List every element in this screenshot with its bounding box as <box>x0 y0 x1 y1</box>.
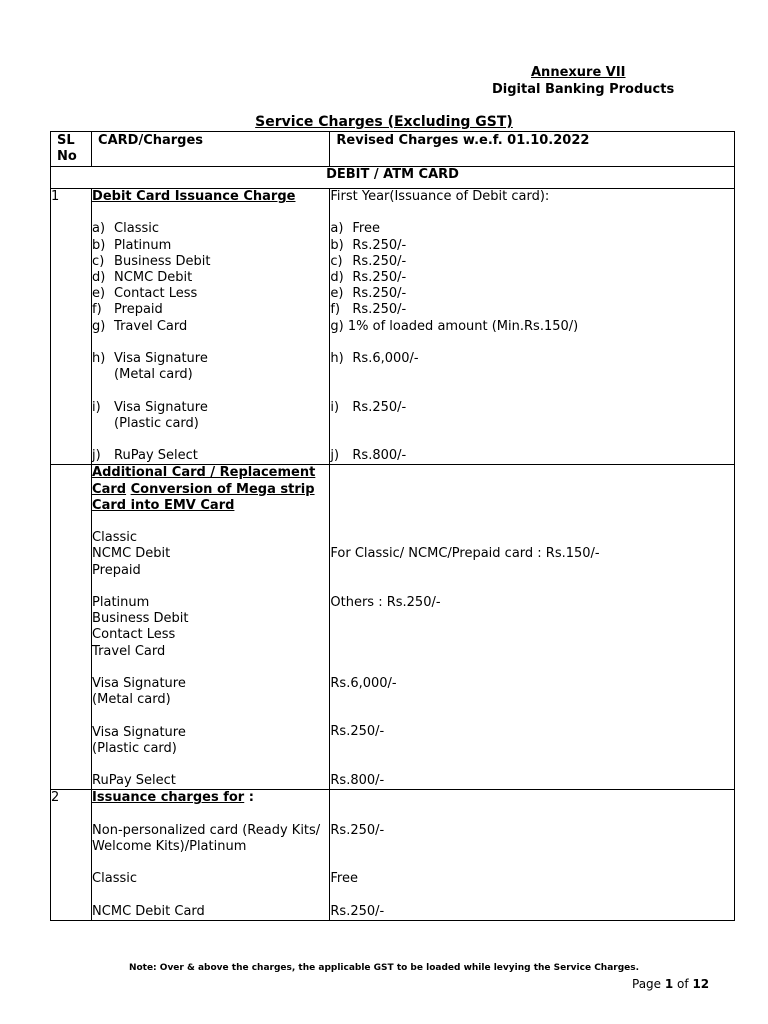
list-item: f) Prepaid <box>92 302 163 318</box>
charge-item: Rs.250/- <box>330 903 385 919</box>
charge-item: Rs.6,000/- <box>330 675 397 691</box>
list-item: Prepaid <box>92 562 141 578</box>
annexure-label: Annexure VII <box>531 65 626 80</box>
row-card-cell: Issuance charges for : Non-personalized card (Ready Kits/ Welcome Kits)/Platinum Classic NCMC Debit Card <box>92 790 330 921</box>
list-item: Classic <box>92 871 138 887</box>
row-heading: Additional Card / Replacement <box>92 465 316 481</box>
header-card: CARD/Charges <box>92 132 330 167</box>
section-row <box>51 167 735 189</box>
charge-item: a) Free <box>330 221 380 237</box>
section-title: DEBIT / ATM CARD <box>51 167 735 189</box>
charge-item: j) Rs.800/- <box>330 448 407 464</box>
list-item-cont: (Plastic card) <box>114 415 199 431</box>
charge-item: Others : Rs.250/- <box>330 594 441 610</box>
row-heading: Issuance charges for <box>92 790 245 806</box>
list-item: RuPay Select <box>92 773 176 789</box>
list-item: Business Debit <box>92 611 189 627</box>
list-item: d) NCMC Debit <box>92 270 193 285</box>
charge-item: d) Rs.250/- <box>330 270 407 285</box>
list-item: Visa Signature <box>92 724 186 740</box>
list-item: c) Business Debit <box>92 253 211 269</box>
charge-item: g) 1% of loaded amount (Min.Rs.150/) <box>330 318 579 334</box>
charge-item: e) Rs.250/- <box>330 286 407 302</box>
charge-item: Rs.800/- <box>330 773 385 789</box>
row-charge-cell <box>330 790 735 921</box>
footer-note: Note: Over & above the charges, the applicable GST to be loaded while levying the Service Charges. <box>128 963 640 973</box>
page-number: Page 1 of 12 <box>632 977 710 991</box>
service-charges-table <box>50 131 735 921</box>
table-header-row <box>51 132 735 167</box>
row-sl: 1 <box>51 189 92 465</box>
list-item: g) Travel Card <box>92 318 188 334</box>
list-item: j) RuPay Select <box>92 448 198 464</box>
annexure-subtitle: Digital Banking Products <box>492 82 675 97</box>
row-heading: Debit Card Issuance Charge <box>92 189 296 204</box>
list-item: Classic <box>92 530 138 546</box>
list-item: b) Platinum <box>92 237 172 253</box>
list-item: h) Visa Signature <box>92 351 208 366</box>
header-revised: Revised Charges w.e.f. 01.10.2022 <box>330 132 735 167</box>
list-item: a) Classic <box>92 221 160 237</box>
list-item: Contact Less <box>92 627 176 643</box>
row-card-cell <box>92 189 330 465</box>
table-row <box>51 465 735 790</box>
charge-item: For Classic/ NCMC/Prepaid card : Rs.150/- <box>330 546 600 562</box>
table-row <box>51 790 735 921</box>
list-item: Travel Card <box>92 643 166 659</box>
row-charge-cell <box>330 189 735 465</box>
charge-item: Rs.250/- <box>330 822 385 838</box>
row-card-cell: Additional Card / Replacement Card Conversion of Mega strip Card into EMV Card Classic NCMC Debit Prepaid Platinum Business Debit Contact Less Travel Card Visa Signature (Metal card) Visa Signature (Plastic card) RuPay Select <box>92 465 330 790</box>
charge-item: h) Rs.6,000/- <box>330 351 419 366</box>
list-item: i) Visa Signature <box>92 399 208 415</box>
header-sl: SL No <box>51 132 92 167</box>
charge-item: i) Rs.250/- <box>330 399 407 415</box>
list-item: NCMC Debit <box>92 546 171 562</box>
list-item: (Metal card) <box>92 692 171 708</box>
charge-item: f) Rs.250/- <box>330 302 407 318</box>
list-item: (Plastic card) <box>92 740 177 756</box>
page-title: Service Charges (Excluding GST) <box>255 114 513 130</box>
row-charge-cell <box>330 465 735 790</box>
row-sl: 2 <box>51 790 92 921</box>
charge-item: c) Rs.250/- <box>330 253 407 269</box>
row-intro: First Year(Issuance of Debit card): <box>330 189 550 204</box>
list-item: NCMC Debit Card <box>92 903 205 919</box>
list-item: Platinum <box>92 594 150 610</box>
table-row <box>51 189 735 465</box>
list-item: Visa Signature <box>92 675 186 691</box>
list-item: e) Contact Less <box>92 286 198 302</box>
charge-item: Rs.250/- <box>330 724 385 740</box>
charge-item: Free <box>330 871 358 887</box>
list-item-cont: Welcome Kits)/Platinum <box>92 838 247 854</box>
list-item: Non-personalized card (Ready Kits/ <box>92 822 321 838</box>
charge-item: b) Rs.250/- <box>330 237 407 253</box>
list-item-cont: (Metal card) <box>114 367 193 383</box>
